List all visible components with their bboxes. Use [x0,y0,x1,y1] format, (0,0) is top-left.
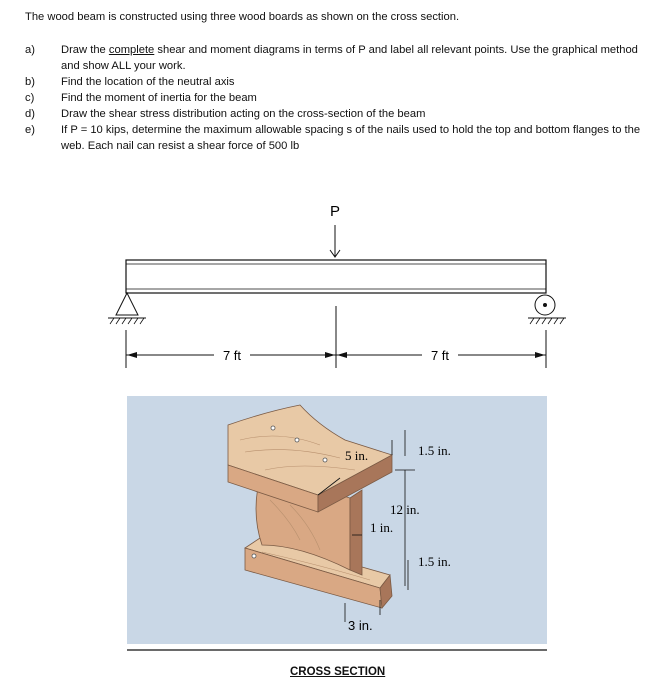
bottom-flange-width-label: 3 in. [348,618,373,633]
question-text: If P = 10 kips, determine the maximum allowable spacing s of the nails used to hold the top and bottom flanges to the web. Each nail can resist a shear force of 500 lb [61,124,641,152]
arrowhead-icon [127,352,137,358]
question-label: a) [25,44,35,56]
top-flange-thickness-label: 1.5 in. [418,443,451,458]
load-arrow-icon [330,225,340,257]
beam-body [126,260,546,293]
question-label: d) [25,108,35,120]
arrowhead-icon [337,352,347,358]
beam-diagram [108,203,566,368]
dimension-lines [126,306,546,368]
right-span-label: 7 ft [430,348,450,363]
question-text: Find the moment of inertia for the beam [61,92,257,104]
roller-support-icon [528,295,566,324]
pin-support-icon [108,293,146,324]
web-thickness-label: 1 in. [370,520,394,535]
bottom-flange-thickness-label: 1.5 in. [418,554,451,569]
question-text-emphasis: complete [108,44,155,56]
load-label: P [329,203,341,220]
question-label: e) [25,124,35,136]
arrowhead-icon [325,352,335,358]
question-text-part: Draw the [61,44,109,56]
web-edge [350,490,362,575]
cross-section-title: CROSS SECTION [290,666,386,678]
question-text-part: shear and moment diagrams in terms of P and label all relevant points. Use the graphical method and show ALL your work. [61,44,638,72]
intro-text: The wood beam is constructed using three wood boards as shown on the cross section. [25,11,460,23]
question-label: c) [25,92,35,104]
question-label: b) [25,76,35,88]
web-height-label: 12 in. [390,502,420,517]
question-text: Draw the shear stress distribution acting on the cross-section of the beam [61,108,426,120]
question-text: Find the location of the neutral axis [61,76,235,88]
arrowhead-icon [535,352,545,358]
cross-section-figure [127,396,547,650]
top-flange-width-label: 5 in. [345,448,369,463]
left-span-label: 7 ft [222,348,242,363]
